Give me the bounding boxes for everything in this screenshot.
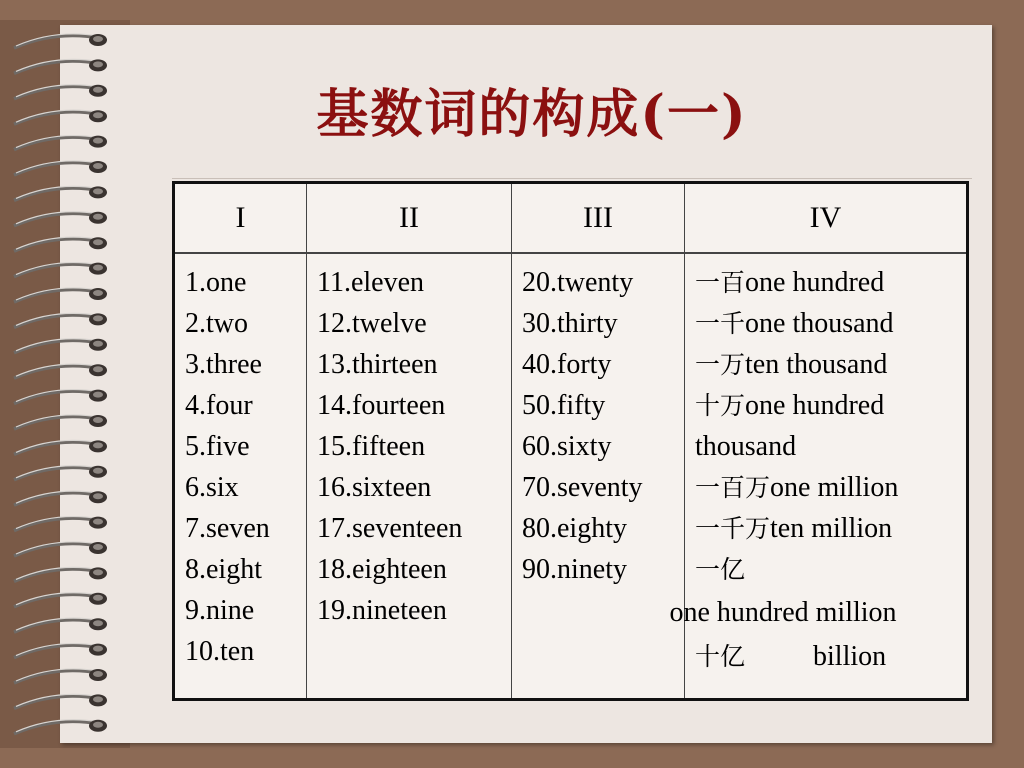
spiral-coil — [14, 390, 107, 404]
col-units — [174, 253, 307, 700]
spiral-coil — [14, 517, 107, 531]
spiral-coil — [14, 263, 107, 277]
list-item: 17.seventeen — [317, 513, 463, 544]
list-item — [695, 467, 960, 508]
list-item: 30.thirty — [522, 308, 618, 339]
spiral-coil — [14, 288, 107, 302]
divider-line — [172, 178, 972, 179]
spiral-coil — [14, 440, 107, 454]
spiral-coil — [14, 364, 107, 378]
list-item: 6.six — [185, 472, 239, 503]
list-item: 8.eight — [185, 554, 262, 585]
list-item: 80.eighty — [522, 513, 627, 544]
spiral-coil — [14, 669, 107, 683]
list-item: 40.forty — [522, 349, 612, 380]
list-item: 50.fifty — [522, 390, 606, 421]
chinese-term: 十亿 — [695, 642, 746, 671]
chinese-term: 一百 — [695, 268, 746, 297]
list-item: 14.fourteen — [317, 390, 446, 421]
body-row — [174, 253, 968, 700]
spiral-coil — [14, 415, 107, 429]
header-col-1: I — [174, 183, 307, 254]
spiral-coil — [14, 720, 107, 734]
spiral-coil — [14, 593, 107, 607]
spiral-coil — [14, 34, 107, 48]
list-item — [695, 636, 960, 677]
spiral-coil — [14, 618, 107, 632]
list-item: 90.ninety — [522, 554, 627, 585]
spiral-coil — [14, 212, 107, 226]
list-item: 11.eleven — [317, 267, 425, 298]
english-term: one million — [770, 472, 899, 503]
spiral-coil — [14, 491, 107, 505]
list-item — [695, 262, 960, 303]
chinese-term: 一千万 — [695, 514, 771, 543]
list-item: 60.sixty — [522, 431, 612, 462]
list-item: 15.fifteen — [317, 431, 426, 462]
spiral-coil — [14, 161, 107, 175]
english-term: one hundred thousand — [695, 390, 885, 462]
spiral-coil — [14, 466, 107, 480]
english-term: one hundred million — [669, 597, 897, 628]
list-item: 4.four — [185, 390, 253, 421]
chinese-term: 十万 — [695, 391, 746, 420]
col-tens — [512, 253, 685, 700]
english-term: billion — [813, 641, 887, 672]
chinese-term: 一百万 — [695, 473, 771, 502]
list-item: 18.eighteen — [317, 554, 447, 585]
header-col-4: IV — [685, 183, 968, 254]
list-item — [695, 344, 960, 385]
english-term: ten thousand — [745, 349, 888, 380]
list-item: 13.thirteen — [317, 349, 438, 380]
english-term: ten million — [770, 513, 893, 544]
cardinal-numbers-table — [172, 181, 969, 701]
col-teens — [307, 253, 512, 700]
spiral-coil — [14, 542, 107, 556]
list-item: 12.twelve — [317, 308, 427, 339]
list-item — [695, 508, 960, 549]
list-item: 7.seven — [185, 513, 270, 544]
list-item — [695, 385, 940, 467]
list-item: 9.nine — [185, 595, 255, 626]
list-item: 10.ten — [185, 636, 255, 667]
list-item: 70.seventy — [522, 472, 643, 503]
list-item: 20.twenty — [522, 267, 634, 298]
list-item: 2.two — [185, 308, 248, 339]
header-col-2: II — [307, 183, 512, 254]
english-term: one thousand — [745, 308, 894, 339]
english-term: one hundred — [745, 267, 885, 298]
spiral-coil — [14, 567, 107, 581]
list-item — [669, 549, 960, 636]
slide-title: 基数词的构成(一) — [316, 84, 748, 145]
chinese-term: 一亿 — [695, 555, 746, 584]
spiral-coil — [14, 694, 107, 708]
spiral-coil — [14, 644, 107, 658]
spiral-coil — [14, 237, 107, 251]
list-item: 1.one — [185, 267, 247, 298]
list-item: 5.five — [185, 431, 250, 462]
header-col-3: III — [512, 183, 685, 254]
chinese-term: 一万 — [695, 350, 746, 379]
list-item: 3.three — [185, 349, 262, 380]
chinese-term: 一千 — [695, 309, 746, 338]
spiral-coil — [14, 313, 107, 327]
spiral-coil — [14, 339, 107, 353]
list-item: 16.sixteen — [317, 472, 432, 503]
spiral-coil — [14, 186, 107, 200]
col-large-numbers — [669, 253, 968, 700]
list-item: 19.nineteen — [317, 595, 447, 626]
header-row — [174, 183, 968, 254]
list-item — [695, 303, 960, 344]
